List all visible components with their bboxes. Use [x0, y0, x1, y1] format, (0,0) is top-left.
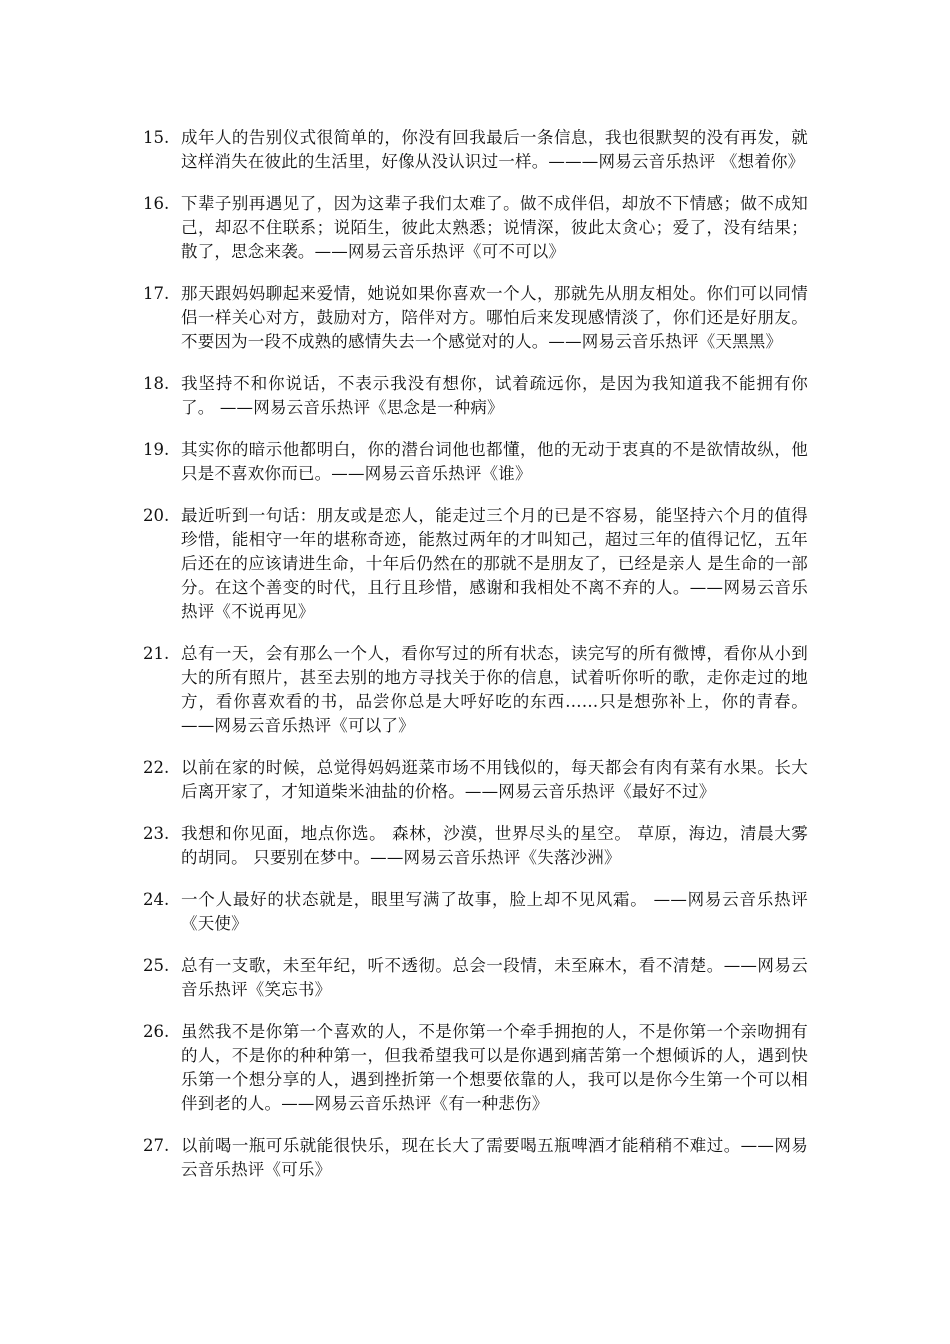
list-item: [143, 756, 808, 804]
item-text: 一个人最好的状态就是，眼里写满了故事，脸上却不见风霜。 ——网易云音乐热评《天使》: [181, 890, 808, 933]
item-text: 我想和你见面，地点你选。 森林，沙漠，世界尽头的星空。 草原，海边，清晨大雾的胡同。 只要别在梦中。——网易云音乐热评《失落沙洲》: [181, 824, 808, 867]
item-number: 21.: [143, 644, 170, 663]
item-text: 其实你的暗示他都明白，你的潜台词他也都懂，他的无动于衷真的不是欲情故纵，他只是不喜欢你而已。——网易云音乐热评《谁》: [181, 440, 808, 483]
item-text: 最近听到一句话：朋友或是恋人，能走过三个月的已是不容易，能坚持六个月的值得珍惜，能相守一年的堪称奇迹，能熬过两年的才叫知己，超过三年的值得记忆，五年后还在的应该请进生命，十年后仍然在的那就不是朋友了，已经是亲人 是生命的一部分。在这个善变的时代，且行且珍惜，感谢和我相处不离不弃的人。——网易云音乐热评《不说再见》: [181, 506, 808, 621]
item-number: 19.: [143, 440, 170, 459]
item-text: 成年人的告别仪式很简单的，你没有回我最后一条信息，我也很默契的没有再发，就这样消失在彼此的生活里，好像从没认识过一样。———网易云音乐热评 《想着你》: [181, 128, 808, 171]
list-item: [143, 1134, 808, 1182]
item-number: 18.: [143, 374, 170, 393]
list-item: [143, 438, 808, 486]
list-item: [143, 126, 808, 174]
item-number: 25.: [143, 956, 170, 975]
list-item: [143, 192, 808, 264]
list-item: [143, 282, 808, 354]
item-text: 以前喝一瓶可乐就能很快乐，现在长大了需要喝五瓶啤酒才能稍稍不难过。——网易云音乐热评《可乐》: [181, 1136, 808, 1179]
item-text: 那天跟妈妈聊起来爱情，她说如果你喜欢一个人，那就先从朋友相处。你们可以同情侣一样关心对方，鼓励对方，陪伴对方。哪怕后来发现感情淡了，你们还是好朋友。不要因为一段不成熟的感情失去一个感觉对的人。——网易云音乐热评《天黑黑》: [181, 284, 808, 351]
item-number: 23.: [143, 824, 170, 843]
item-number: 27.: [143, 1136, 170, 1155]
item-number: 24.: [143, 890, 170, 909]
item-text: 总有一天，会有那么一个人，看你写过的所有状态，读完写的所有微博，看你从小到大的所有照片，甚至去别的地方寻找关于你的信息，试着听你听的歌，走你走过的地方，看你喜欢看的书，品尝你总是大呼好吃的东西……只是想弥补上，你的青春。——网易云音乐热评《可以了》: [181, 644, 808, 735]
quote-list: [143, 126, 808, 1200]
item-text: 下辈子别再遇见了，因为这辈子我们太难了。做不成伴侣，却放不下情感；做不成知己，却忍不住联系；说陌生，彼此太熟悉；说情深，彼此太贪心；爱了，没有结果；散了，思念来袭。——网易云音乐热评《可不可以》: [181, 194, 808, 261]
list-item: [143, 642, 808, 738]
item-number: 20.: [143, 506, 170, 525]
item-number: 16.: [143, 194, 170, 213]
item-text: 我坚持不和你说话，不表示我没有想你，试着疏远你，是因为我知道我不能拥有你了。 ——网易云音乐热评《思念是一种病》: [181, 374, 808, 417]
list-item: [143, 372, 808, 420]
list-item: [143, 504, 808, 624]
item-text: 以前在家的时候，总觉得妈妈逛菜市场不用钱似的，每天都会有肉有菜有水果。长大后离开家了，才知道柴米油盐的价格。——网易云音乐热评《最好不过》: [181, 758, 808, 801]
item-text: 虽然我不是你第一个喜欢的人，不是你第一个牵手拥抱的人，不是你第一个亲吻拥有的人，不是你的种种第一，但我希望我可以是你遇到痛苦第一个想倾诉的人，遇到快乐第一个想分享的人，遇到挫折第一个想要依靠的人，我可以是你今生第一个可以相伴到老的人。——网易云音乐热评《有一种悲伤》: [181, 1022, 808, 1113]
item-number: 15.: [143, 128, 170, 147]
list-item: [143, 1020, 808, 1116]
item-text: 总有一支歌，未至年纪，听不透彻。总会一段情，未至麻木，看不清楚。——网易云音乐热评《笑忘书》: [181, 956, 808, 999]
list-item: [143, 954, 808, 1002]
item-number: 22.: [143, 758, 170, 777]
list-item: [143, 888, 808, 936]
item-number: 26.: [143, 1022, 170, 1041]
item-number: 17.: [143, 284, 170, 303]
list-item: [143, 822, 808, 870]
